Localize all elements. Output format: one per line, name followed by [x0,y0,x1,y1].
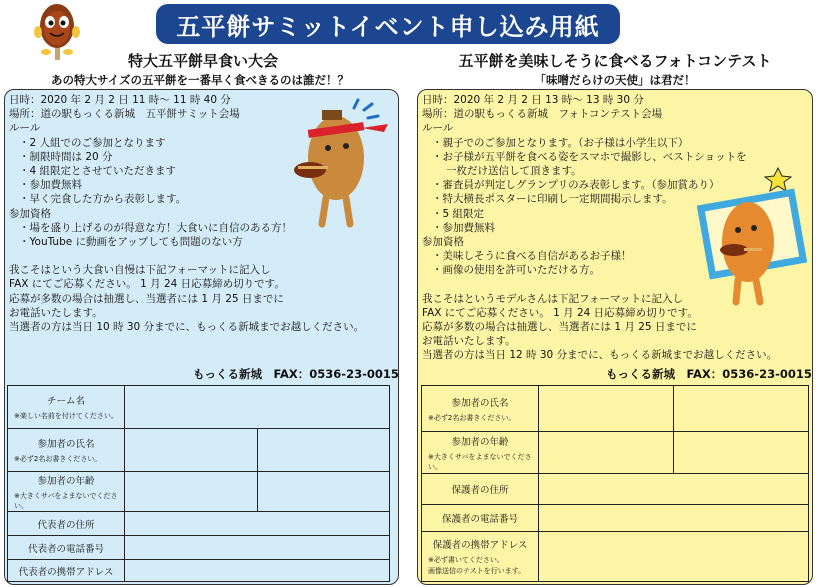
left-event-subtitle: あの特大サイズの五平餅を一番早く食べきるのは誰だ！？ [50,73,350,87]
participant-age-field-1[interactable] [125,472,258,512]
form-label-guardian-phone: 保護者の電話番号 [422,505,539,532]
rep-phone-field[interactable] [125,536,390,560]
team-name-field[interactable] [125,386,390,429]
right-rules-heading: ルール [422,122,454,135]
right-apply-text: FAX にてご応募ください。 1 月 24 日応募締め切りです。 [422,306,698,319]
form-label-team-name: チーム名 ※楽しい名前を付けてください。 [8,386,125,429]
left-place-line: 場所：道の駅もっくる新城 五平餅サミット会場 [9,108,240,121]
form-label-guardian-mobile: 保護者の携帯アドレス ※必ず書いてください。 画像送信のテストを行います。 [422,532,539,582]
right-rule-item: ・参加費無料 [432,221,495,234]
left-apply-text: 応募が多数の場合は抽選し、当選者には 1 月 25 日までに [9,292,284,305]
participant-name-field-1[interactable] [125,429,258,472]
left-rules-heading: ルール [9,122,41,135]
mascot-eating-illustration [292,96,392,236]
participant-name-field-2[interactable] [674,386,809,432]
participant-age-field-2[interactable] [257,472,390,512]
left-rule-item: ・参加費無料 [19,179,82,192]
mascot-photo-frame-illustration [690,160,812,310]
goheimochi-mascot-logo [26,0,88,62]
form-label-rep-address: 代表者の住所 [8,512,125,536]
right-rule-item: ・特大横長ポスターに印刷し一定期間掲示します。 [432,193,673,206]
left-apply-text: お電話いたします。 [9,306,103,319]
right-apply-text: 応募が多数の場合は抽選し、当選者には 1 月 25 日までに [422,321,697,334]
right-eligibility-item: ・画像の使用を許可いただける方。 [432,264,600,277]
right-rule-item: ・親子でのご参加となります。（お子様は小学生以下） [432,136,689,149]
rep-mobile-field[interactable] [125,560,390,582]
form-label-participant-ages: 参加者の年齢 ※大きくサバをよまないでください。 [8,472,125,512]
left-apply-text: 当選者の方は当日 10 時 30 分までに、もっくる新城までお越しください。 [9,321,365,334]
page-title: 五平餅サミットイベント申し込み用紙 [176,12,600,41]
right-rule-item-cont: 一枚だけ送信して頂きます。 [446,165,582,178]
left-eligibility-heading: 参加資格 [9,207,51,220]
left-event-title: 特大五平餅早食い大会 [127,52,278,70]
participant-age-field-1[interactable] [539,432,674,474]
form-label-guardian-address: 保護者の住所 [422,474,539,505]
right-contact-fax: もっくる新城 FAX：0536-23-0015 [606,367,812,381]
left-contact-fax: もっくる新城 FAX：0536-23-0015 [193,367,399,381]
right-eligibility-item: ・美味しそうに食べる自信があるお子様！ [432,250,632,263]
form-label-participant-names: 参加者の氏名 ※必ず2名お書きください。 [422,386,539,432]
left-apply-text: 我こそはという大食い自慢は下記フォーマットに記入し [9,264,271,277]
right-rule-item: ・お子様が五平餅を食べる姿をスマホで撮影し、ベストショットを [432,150,747,163]
form-label-rep-phone: 代表者の電話番号 [8,536,125,560]
left-entry-form [7,385,390,582]
left-eligibility-item: ・場を盛り上げるのが得意な方！大食いに自信のある方！ [19,221,292,234]
left-eligibility-item: ・YouTube に動画をアップしても問題のない方 [19,236,243,249]
guardian-address-field[interactable] [539,474,809,505]
right-apply-text: 当選者の方は当日 12 時 30 分までに、もっくる新城までお越しください。 [422,349,778,362]
left-rule-item: ・早く完食した方から表彰します。 [19,193,187,206]
participant-name-field-2[interactable] [257,429,390,472]
right-rule-item: ・審査員が判定しグランプリのみ表彰します。（参加賞あり） [432,179,720,192]
right-event-title: 五平餅を美味しそうに食べるフォトコンテスト [458,52,772,70]
guardian-phone-field[interactable] [539,505,809,532]
right-date-line: 日時：2020 年 2 月 2 日 13 時～ 13 時 30 分 [422,94,644,106]
guardian-mobile-field[interactable] [539,532,809,582]
right-rule-item: ・5 組限定 [432,207,485,220]
right-event-subtitle: 「味噌だらけの天使」は君だ！ [534,73,696,87]
page-title-banner [156,4,620,44]
right-eligibility-heading: 参加資格 [422,236,464,249]
right-apply-text: 我こそはというモデルさんは下記フォーマットに記入し [422,292,684,305]
left-rule-item: ・2 人組でのご参加となります [19,136,166,149]
right-entry-form [421,385,809,582]
participant-name-field-1[interactable] [539,386,674,432]
form-label-rep-mobile: 代表者の携帯アドレス [8,560,125,582]
left-rule-item: ・制限時間は 20 分 [19,150,113,163]
right-place-line: 場所：道の駅もっくる新城 フォトコンテスト会場 [422,108,663,121]
left-date-line: 日時：2020 年 2 月 2 日 11 時～ 11 時 40 分 [9,94,231,106]
form-label-participant-ages: 参加者の年齢 ※大きくサバをよまないでください。 [422,432,539,474]
left-rule-item: ・4 組限定とさせていただきます [19,165,177,178]
right-apply-text: お電話いたします。 [422,335,516,348]
left-apply-text: FAX にてご応募ください。 1 月 24 日応募締め切りです。 [9,278,285,291]
form-label-participant-names: 参加者の氏名 ※必ず2名お書きください。 [8,429,125,472]
rep-address-field[interactable] [125,512,390,536]
participant-age-field-2[interactable] [674,432,809,474]
